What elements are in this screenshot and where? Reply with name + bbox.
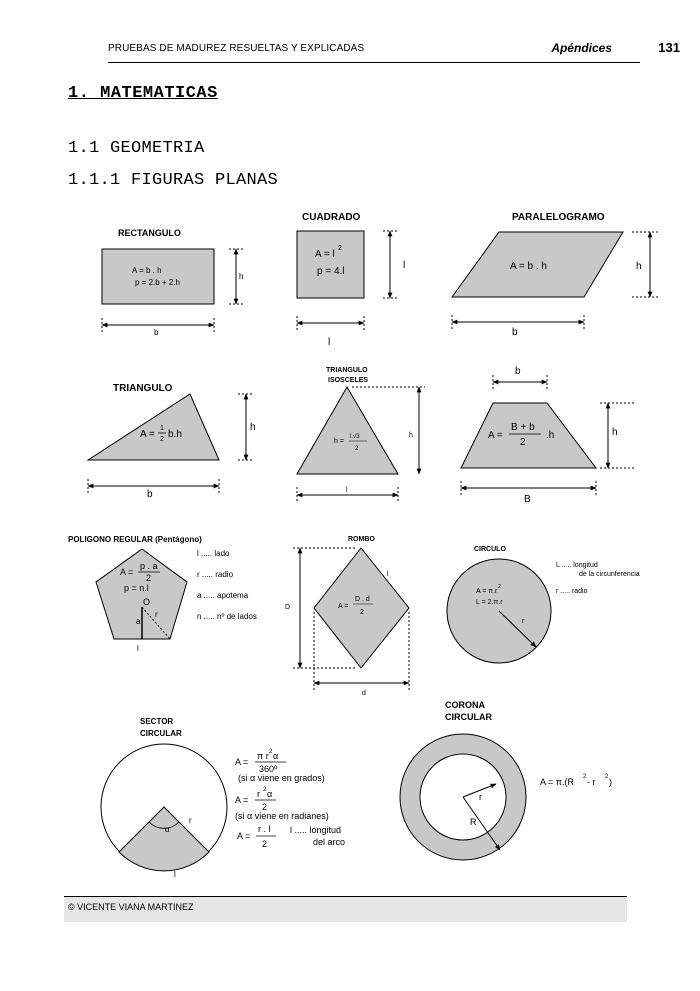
triangle-formula-prefix: A = (140, 429, 155, 440)
annulus-formula-exp2: 2 (605, 774, 609, 780)
isosceles-height-label: h (409, 432, 413, 439)
sector-formula-b-prefix: A = (235, 795, 249, 805)
square-perimeter-formula: p = 4.l (317, 266, 345, 277)
sector-title-line1: SECTOR (140, 717, 174, 726)
rhombus-major-diagonal-label: D (285, 604, 291, 611)
sector-formula-a-note: (si α viene en grados) (238, 773, 325, 783)
square-title: CUADRADO (302, 212, 361, 223)
circle-area-exponent: 2 (498, 584, 501, 590)
sector-arc-label: l (174, 870, 176, 879)
circle-legend-radius: r ..... radio (556, 588, 588, 595)
annulus-figure (400, 700, 612, 860)
pentagon-title: POLIGONO REGULAR (Pentágono) (68, 535, 202, 544)
triangle-title: TRIANGULO (113, 383, 173, 394)
annulus-formula-end: ) (609, 777, 612, 787)
sector-formula-c-note1: l ..... longitud (290, 825, 342, 835)
square-area-exponent: 2 (338, 245, 342, 252)
annulus-outer-radius-label: R (470, 817, 477, 827)
sector-formula-a-alpha: α (273, 751, 279, 761)
parallelogram-height-label: h (636, 261, 642, 272)
pentagon-radius-label: r (155, 610, 158, 619)
rhombus-side-label: l (387, 571, 389, 578)
annulus-inner-radius-label: r (479, 792, 482, 802)
parallelogram-figure (452, 212, 660, 338)
annulus-title-line2: CIRCULAR (445, 712, 492, 722)
trapezoid-formula-den: 2 (520, 437, 526, 448)
annulus-formula-exp1: 2 (583, 774, 587, 780)
square-side-vertical-label: l (403, 260, 406, 271)
rhombus-minor-diagonal-label: d (362, 690, 366, 697)
parallelogram-area-formula: A = b . h (510, 261, 547, 272)
sector-formula-c-note2: del arco (313, 837, 346, 847)
page-number: 131 (658, 40, 680, 55)
rectangle-perimeter-formula: p = 2.b + 2.h (135, 278, 180, 287)
circle-figure (447, 546, 640, 663)
rectangle-height-label: h (239, 272, 244, 281)
isosceles-side-label: l (346, 487, 348, 494)
square-side-horizontal-label: l (328, 337, 331, 348)
sector-formula-b-note: (si α viene en radianes) (235, 811, 329, 821)
pentagon-perimeter-formula: p = n.l (124, 583, 149, 593)
sector-formula-b-alpha: α (267, 789, 273, 799)
footer-author: © VICENTE VIANA MARTINEZ (68, 902, 194, 912)
rhombus-figure (285, 536, 409, 697)
rectangle-area-formula: A = b . h (132, 266, 162, 275)
sector-formula-c-den: 2 (262, 839, 268, 849)
rectangle-title: RECTANGULO (118, 228, 181, 238)
triangle-formula-den: 2 (160, 436, 164, 443)
sector-formula-c-num: r . l (258, 824, 271, 834)
sector-formula-b-den: 2 (262, 802, 268, 812)
sector-angle-label: α (165, 825, 170, 834)
square-figure (297, 212, 405, 348)
circle-area-formula: A = π.r (476, 588, 498, 595)
isosceles-title-line1: TRIANGULO (326, 367, 368, 374)
triangle-figure (88, 383, 256, 500)
triangle-formula-num: 1 (160, 425, 164, 432)
trapezoid-figure (461, 366, 634, 505)
trapezoid-formula-prefix: A = (488, 430, 503, 441)
sector-formula-b-exp: 2 (263, 787, 267, 793)
sector-formula-b-num: r (257, 789, 260, 799)
isosceles-formula-num: l.√3 (350, 434, 360, 440)
heading-matematicas: 1. MATEMATICAS (68, 84, 218, 103)
triangle-height-label: h (250, 422, 256, 433)
pentagon-apothem-label: a (136, 617, 141, 626)
parallelogram-base-label: b (512, 327, 518, 338)
isosceles-triangle-figure (297, 367, 425, 502)
sector-radius-label: r (189, 816, 192, 825)
pentagon-legend-sides: n ..... nº de lados (197, 612, 257, 621)
pentagon-center-label: O (143, 597, 151, 607)
trapezoid-formula-num: B + b (511, 422, 535, 433)
circle-length-formula: L = 2.π.r (476, 599, 503, 606)
heading-figuras-planas: 1.1.1 FIGURAS PLANAS (68, 171, 279, 190)
triangle-formula-suffix: b.h (168, 429, 182, 440)
trapezoid-formula-suffix: .h (546, 430, 555, 441)
circle-legend-length: L ..... longitud (556, 562, 598, 569)
heading-geometria: 1.1 GEOMETRIA (68, 139, 205, 158)
annulus-formula-a: A = π.(R (540, 777, 574, 787)
circle-radius-label: r (522, 618, 525, 625)
sector-formula-c-prefix: A = (237, 831, 251, 841)
circular-sector-figure (101, 717, 345, 879)
sector-title-line2: CIRCULAR (140, 729, 182, 738)
sector-formula-a-prefix: A = (235, 757, 249, 767)
annulus-formula-mid: - r (587, 777, 596, 787)
rhombus-formula-den: 2 (360, 609, 364, 616)
pentagon-side-label: l (137, 644, 139, 653)
isosceles-title-line2: ISOSCELES (328, 377, 369, 384)
trapezoid-height-label: h (612, 427, 618, 438)
pentagon-formula-num: p . a (140, 561, 158, 571)
isosceles-formula-prefix: h = (334, 438, 344, 445)
header-section: Apéndices (551, 41, 612, 55)
pentagon-formula-den: 2 (146, 573, 152, 583)
sector-formula-a-num: π r (257, 751, 269, 761)
page-footer (64, 896, 627, 922)
square-area-formula: A = l (315, 249, 335, 260)
header-title: PRUEBAS DE MADUREZ RESUELTAS Y EXPLICADAS (108, 43, 365, 54)
pentagon-legend-side: l ..... lado (197, 549, 230, 558)
parallelogram-title: PARALELOGRAMO (512, 212, 605, 223)
circle-legend-length-cont: de la circunferencia (579, 571, 640, 578)
rectangle-figure (102, 228, 243, 337)
circle-title: CIRCULO (474, 546, 506, 553)
sector-formula-a-den: 360º (259, 764, 278, 774)
pentagon-figure (68, 535, 257, 653)
rhombus-formula-prefix: A = (338, 603, 349, 610)
sector-formula-a-exp: 2 (269, 749, 273, 755)
annulus-title-line1: CORONA (445, 700, 485, 710)
pentagon-legend-radius: r ..... radio (197, 570, 234, 579)
rhombus-title: ROMBO (348, 536, 375, 543)
rhombus-formula-num: D . d (355, 596, 370, 603)
trapezoid-major-base-label: B (524, 494, 531, 505)
pentagon-legend-apothem: a ..... apotema (197, 591, 249, 600)
pentagon-formula-prefix: A = (120, 567, 134, 577)
triangle-base-label: b (147, 489, 153, 500)
rectangle-base-label: b (154, 328, 159, 337)
trapezoid-minor-base-label: b (515, 366, 521, 377)
isosceles-formula-den: 2 (355, 446, 359, 452)
